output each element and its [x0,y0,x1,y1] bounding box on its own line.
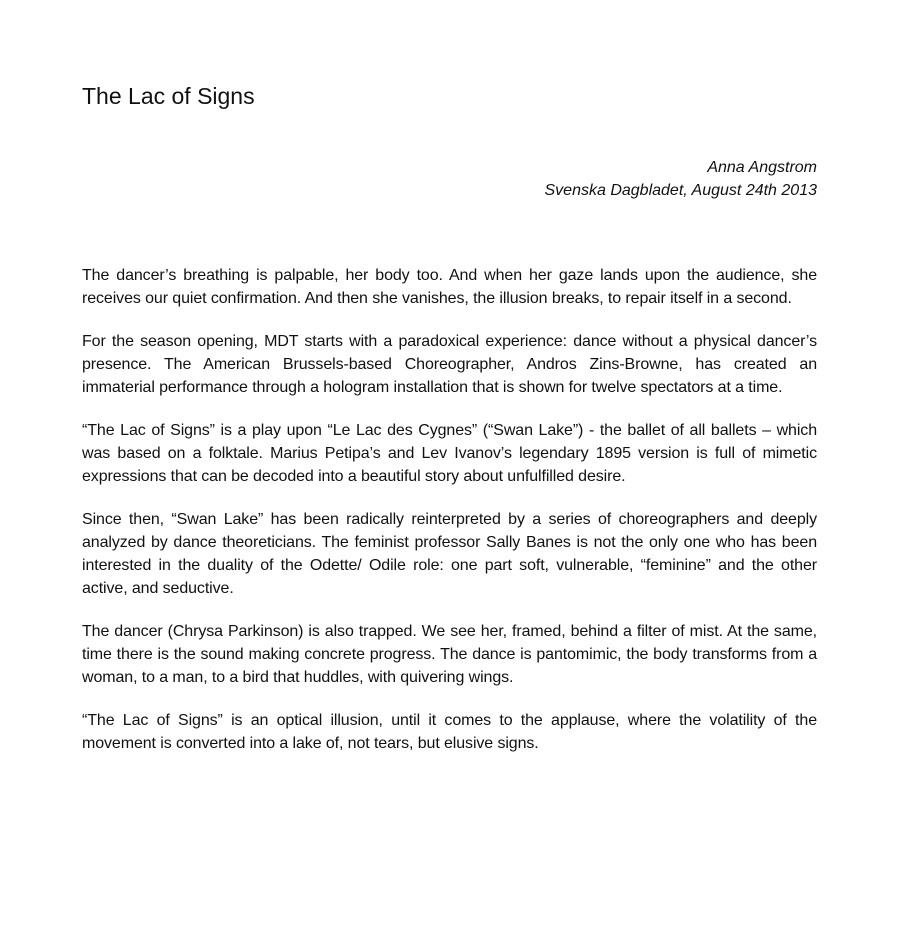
paragraph: “The Lac of Signs” is a play upon “Le Lac des Cygnes” (“Swan Lake”) - the ballet of all ballets – which was based on a folktale. Marius Petipa’s and Lev Ivanov’s legendary 1895 version is full of mimetic expressions that can be decoded into a beautiful story about unfulfilled desire. [82,422,817,485]
article-title: The Lac of Signs [82,83,255,109]
author-name: Anna Angstrom [707,159,817,176]
paragraph: “The Lac of Signs” is an optical illusion, until it comes to the applause, where the volatility of the movement is converted into a lake of, not tears, but elusive signs. [82,712,817,752]
paragraph: The dancer’s breathing is palpable, her body too. And when her gaze lands upon the audience, she receives our quiet confirmation. And then she vanishes, the illusion breaks, to repair itself in a second. [82,267,817,307]
paragraph: For the season opening, MDT starts with a paradoxical experience: dance without a physical dancer’s presence. The American Brussels-based Choreographer, Andros Zins-Browne, has created an immaterial performance through a hologram installation that is shown for twelve spectators at a time. [82,333,817,396]
byline [545,156,818,202]
paragraph: Since then, “Swan Lake” has been radically reinterpreted by a series of choreographers and deeply analyzed by dance theoreticians. The feminist professor Sally Banes is not the only one who has been interested in the duality of the Odette/ Odile role: one part soft, vulnerable, “feminine” and the other active, and seductive. [82,511,817,597]
article-body [82,264,817,775]
paragraph: The dancer (Chrysa Parkinson) is also trapped. We see her, framed, behind a filter of mist. At the same, time there is the sound making concrete progress. The dance is pantomimic, the body transforms from a woman, to a man, to a bird that huddles, with quivering wings. [82,623,817,686]
publication-source: Svenska Dagbladet, August 24th 2013 [544,182,817,199]
